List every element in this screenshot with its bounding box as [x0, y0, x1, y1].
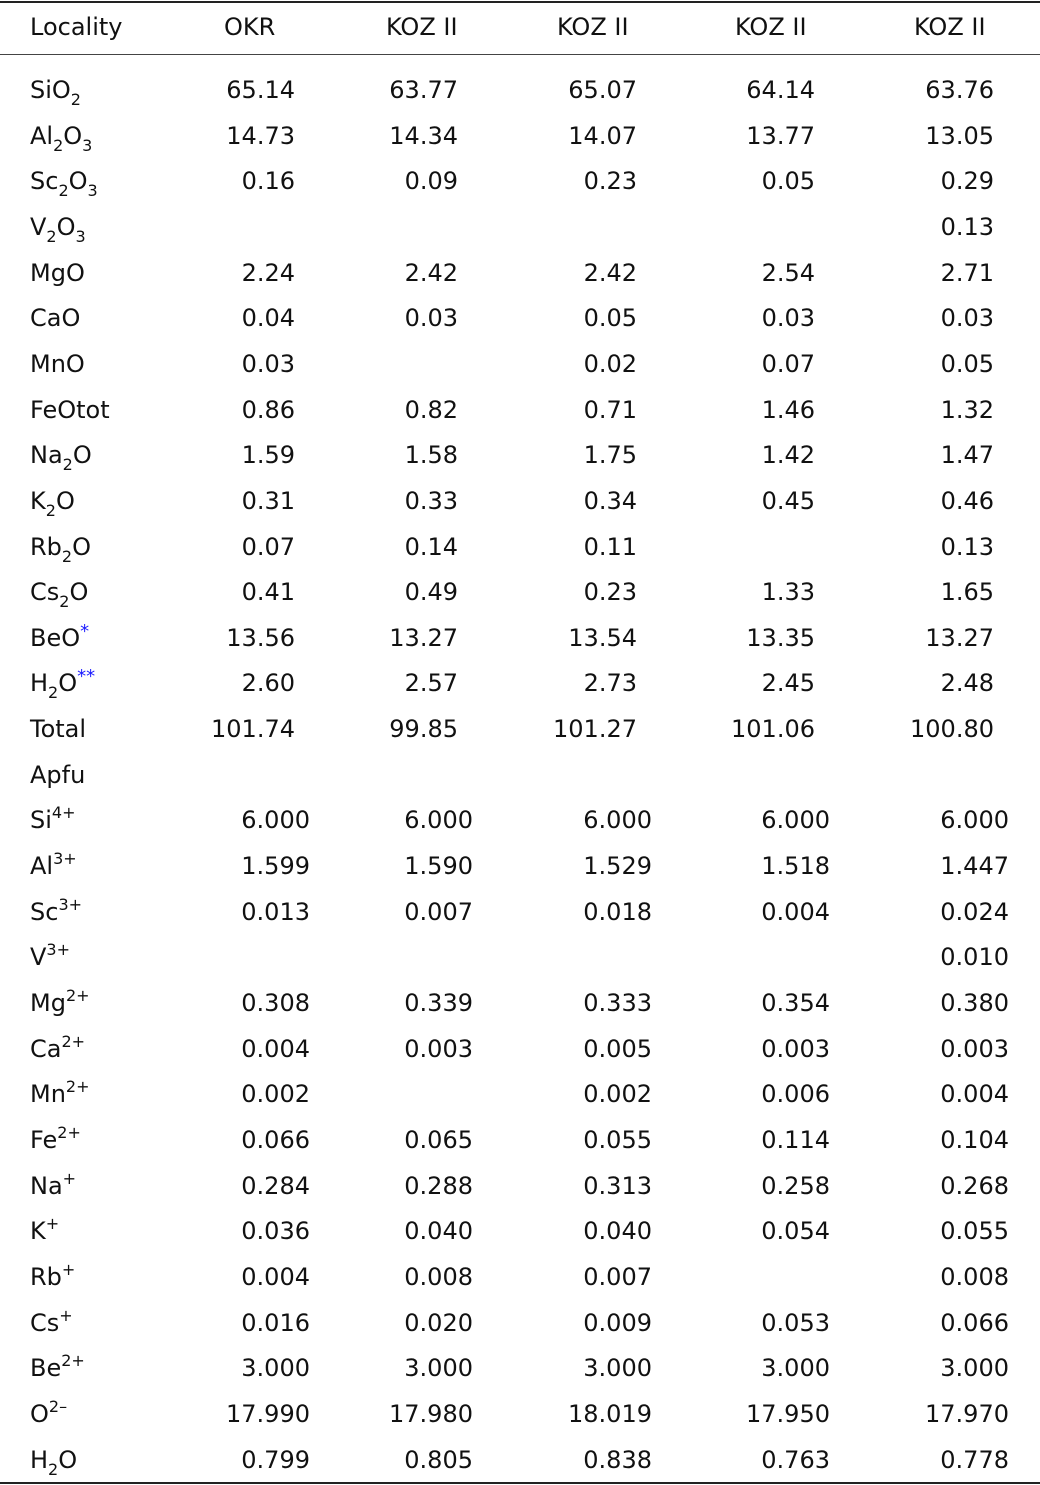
- table-cell: 0.040: [583, 1217, 652, 1246]
- apfu-row: [0, 846, 1040, 886]
- row-label: [30, 161, 98, 201]
- oxide-row: [0, 481, 1040, 521]
- formula-base: H: [30, 1445, 49, 1474]
- row-label: [30, 298, 80, 338]
- table-cell: 2.45: [761, 669, 815, 698]
- formula-tail: O: [58, 669, 78, 698]
- table-cell: 2.42: [404, 258, 458, 287]
- row-label: [30, 390, 110, 430]
- table-cell: 0.29: [940, 167, 994, 196]
- table-cell: 0.007: [583, 1262, 652, 1291]
- formula-subscript: 2: [58, 181, 69, 201]
- formula-base: BeO: [30, 623, 81, 652]
- table-cell: 2.24: [241, 258, 295, 287]
- table-cell: 0.009: [583, 1308, 652, 1337]
- table-cell: 0.333: [583, 989, 652, 1017]
- formula-subscript: 2: [46, 226, 57, 246]
- formula-tail: O: [72, 532, 91, 561]
- table-cell: 1.47: [940, 441, 994, 470]
- table-cell: 0.104: [940, 1125, 1009, 1154]
- charge-superscript: 3+: [46, 940, 71, 960]
- table-cell: 0.313: [583, 1171, 652, 1200]
- formula-subscript: 2: [70, 90, 81, 109]
- table-cell: 65.07: [568, 76, 637, 104]
- table-cell: 0.03: [761, 304, 815, 333]
- table-cell: 1.518: [761, 852, 830, 881]
- table-cell: 1.447: [940, 852, 1009, 881]
- table-cell: 13.27: [925, 623, 994, 652]
- table-cell: 3.000: [583, 1354, 652, 1383]
- formula-subscript: 2: [59, 592, 70, 612]
- formula-tail: O: [69, 578, 89, 607]
- table-cell: 0.040: [404, 1217, 473, 1246]
- table-cell: 17.950: [746, 1399, 830, 1428]
- table-cell: 17.980: [389, 1399, 473, 1428]
- oxide-row: [0, 116, 1040, 156]
- row-label: [30, 800, 76, 840]
- formula-subscript: 2: [48, 683, 59, 703]
- table-cell: 64.14: [746, 76, 815, 104]
- total-row: [0, 709, 1040, 749]
- formula-subscript: 2: [48, 1459, 59, 1479]
- header-locality: Locality: [30, 13, 123, 41]
- row-label: [30, 892, 82, 932]
- table-cell: 0.13: [940, 532, 994, 561]
- table-cell: 1.59: [241, 441, 295, 470]
- table-cell: 3.000: [404, 1354, 473, 1383]
- row-label: [30, 70, 81, 110]
- charge-superscript: 3+: [58, 894, 83, 914]
- table-cell: 6.000: [761, 806, 830, 835]
- formula-base: Mn: [30, 1080, 66, 1109]
- table-cell: 0.13: [940, 212, 994, 241]
- table-cell: 0.007: [404, 897, 473, 926]
- apfu-row: [0, 1211, 1040, 1251]
- formula-base: K: [30, 1217, 46, 1246]
- table-cell: 1.599: [241, 852, 310, 881]
- table-cell: 0.018: [583, 897, 652, 926]
- formula-subscript: 2: [62, 455, 73, 475]
- formula-base: H: [30, 669, 49, 698]
- table-cell: 13.35: [746, 623, 815, 652]
- apfu-row: [0, 1074, 1040, 1114]
- charge-superscript: 2+: [57, 1122, 81, 1142]
- row-label: [30, 983, 90, 1023]
- row-label: [30, 1166, 76, 1206]
- table-cell: 0.763: [761, 1445, 830, 1474]
- table-cell: 2.48: [940, 669, 994, 698]
- row-label: [30, 1348, 85, 1388]
- charge-superscript: +: [61, 1259, 76, 1279]
- table-cell: 2.54: [761, 258, 815, 287]
- oxide-row: [0, 344, 1040, 384]
- table-cell: 0.14: [404, 532, 458, 561]
- table-cell: 6.000: [241, 806, 310, 835]
- oxide-row: [0, 390, 1040, 430]
- charge-superscript: 2+: [61, 1031, 86, 1051]
- table-cell: 0.07: [241, 532, 295, 561]
- table-cell: 0.002: [583, 1080, 652, 1109]
- row-label: [30, 344, 85, 384]
- apfu-row: [0, 937, 1040, 977]
- oxide-row: [0, 207, 1040, 247]
- formula-tail: O: [58, 1445, 78, 1474]
- row-label: [30, 1120, 81, 1160]
- table-cell: 0.004: [241, 1262, 310, 1291]
- charge-superscript: 2+: [61, 1351, 85, 1371]
- table-cell: 6.000: [940, 806, 1009, 835]
- table-cell: 0.006: [761, 1080, 830, 1109]
- table-cell: 0.03: [241, 349, 295, 378]
- apfu-row: [0, 800, 1040, 840]
- table-cell: 17.970: [925, 1399, 1009, 1428]
- row-label: [30, 527, 91, 567]
- table-cell: 2.42: [583, 258, 637, 287]
- table-cell: 0.054: [761, 1217, 830, 1246]
- table-cell: 0.008: [404, 1262, 473, 1291]
- table-cell: 1.33: [761, 578, 815, 607]
- table-cell: 0.003: [761, 1034, 830, 1063]
- charge-superscript: 2+: [65, 986, 90, 1005]
- footnote-marker: **: [77, 666, 96, 688]
- row-label: [30, 435, 92, 475]
- table-cell: 0.838: [583, 1445, 652, 1474]
- apfu-row: [0, 1348, 1040, 1388]
- formula-base: MgO: [30, 258, 85, 287]
- row-label: [30, 1394, 67, 1434]
- table-cell: 6.000: [404, 806, 473, 835]
- table-cell: 101.27: [553, 715, 637, 744]
- formula-subscript: 3: [82, 135, 93, 155]
- table-cell: 0.004: [940, 1080, 1009, 1109]
- table-cell: 63.77: [389, 76, 458, 104]
- table-top-rule: [0, 1, 1040, 3]
- table-cell: 0.23: [583, 167, 637, 196]
- table-cell: 6.000: [583, 806, 652, 835]
- formula-base: K: [30, 486, 46, 515]
- table-cell: 0.016: [241, 1308, 310, 1337]
- table-cell: 0.04: [241, 304, 295, 333]
- table-cell: 0.005: [583, 1034, 652, 1063]
- row-label: [30, 1074, 90, 1114]
- row-label: [30, 1211, 59, 1251]
- formula-base: Sc: [30, 167, 59, 196]
- table-cell: 0.46: [940, 486, 994, 515]
- header-col-5: KOZ II: [914, 13, 986, 41]
- formula-base: V: [30, 212, 47, 241]
- formula-base: Cs: [30, 1308, 60, 1337]
- row-label: [30, 207, 86, 247]
- formula-base: MnO: [30, 349, 85, 378]
- table-cell: 0.778: [940, 1445, 1009, 1474]
- apfu-row: [0, 1303, 1040, 1343]
- formula-tail: O: [72, 441, 92, 470]
- footnote-marker: *: [80, 620, 90, 642]
- table-cell: 0.05: [583, 304, 637, 333]
- row-label: [30, 572, 88, 612]
- formula-base: FeOtot: [30, 395, 110, 424]
- oxide-row: [0, 618, 1040, 658]
- table-cell: 0.065: [404, 1125, 473, 1154]
- table-cell: 0.354: [761, 989, 830, 1017]
- formula-base: O: [30, 1399, 49, 1428]
- table-cell: 0.258: [761, 1171, 830, 1200]
- formula-tail: O: [63, 121, 83, 150]
- charge-superscript: 3+: [53, 849, 77, 869]
- table-cell: 2.57: [404, 669, 458, 698]
- row-label: [30, 481, 75, 521]
- table-cell: 0.053: [761, 1308, 830, 1337]
- table-cell: 0.45: [761, 486, 815, 515]
- table-cell: 17.990: [226, 1399, 310, 1428]
- formula-base: Be: [30, 1354, 62, 1383]
- table-cell: 0.49: [404, 578, 458, 607]
- table-cell: 13.05: [925, 121, 994, 150]
- table-cell: 14.73: [226, 121, 295, 150]
- apfu-row: [0, 983, 1040, 1023]
- apfu-row: [0, 1029, 1040, 1069]
- header-col-1: OKR: [224, 13, 276, 41]
- table-cell: 101.74: [211, 715, 295, 744]
- oxide-row: [0, 70, 1040, 110]
- table-cell: 3.000: [761, 1354, 830, 1383]
- table-cell: 0.799: [241, 1445, 310, 1474]
- row-label: [30, 116, 92, 156]
- apfu-row: [0, 1120, 1040, 1160]
- header-col-4: KOZ II: [735, 13, 807, 41]
- table-cell: 0.86: [241, 395, 295, 424]
- formula-subscript: 3: [75, 226, 86, 246]
- table-cell: 0.03: [404, 304, 458, 333]
- table-cell: 14.34: [389, 121, 458, 150]
- table-cell: 0.066: [940, 1308, 1009, 1337]
- charge-superscript: +: [45, 1214, 60, 1234]
- table-cell: 3.000: [940, 1354, 1009, 1383]
- oxide-row: [0, 253, 1040, 293]
- table-cell: 13.54: [568, 623, 637, 652]
- table-cell: 13.27: [389, 623, 458, 652]
- table-cell: 1.42: [761, 441, 815, 470]
- table-cell: 1.529: [583, 852, 652, 881]
- table-cell: 0.02: [583, 349, 637, 378]
- table-cell: 0.013: [241, 897, 310, 926]
- table-cell: 0.004: [761, 897, 830, 926]
- formula-base: Cs: [30, 578, 60, 607]
- table-cell: 1.46: [761, 395, 815, 424]
- formula-subscript: 2: [61, 546, 73, 566]
- formula-base: Al: [30, 121, 54, 150]
- apfu-row: [0, 1440, 1040, 1480]
- oxide-row: [0, 161, 1040, 201]
- table-cell: 0.33: [404, 486, 458, 515]
- table-cell: 0.268: [940, 1171, 1009, 1200]
- table-cell: 0.284: [241, 1171, 310, 1200]
- oxide-row: [0, 572, 1040, 612]
- table-header-rule: [0, 54, 1040, 55]
- table-cell: 0.055: [940, 1217, 1009, 1246]
- formula-base: Na: [30, 441, 63, 470]
- formula-base: Al: [30, 852, 54, 881]
- table-cell: 0.05: [761, 167, 815, 196]
- table-cell: 18.019: [568, 1399, 652, 1428]
- apfu-row: [0, 892, 1040, 932]
- row-label: [30, 1257, 75, 1297]
- oxide-row: [0, 435, 1040, 475]
- row-label: [30, 618, 89, 658]
- formula-base: Ca: [30, 1034, 62, 1063]
- table-cell: 0.07: [761, 349, 815, 378]
- table-cell: 0.16: [241, 167, 295, 196]
- table-cell: 0.71: [583, 395, 637, 424]
- table-cell: 0.036: [241, 1217, 310, 1246]
- formula-tail: O: [68, 167, 88, 196]
- formula-subscript: 2: [53, 135, 64, 155]
- charge-superscript: 2+: [65, 1077, 90, 1097]
- table-cell: 99.85: [389, 715, 458, 744]
- table-cell: 0.024: [940, 897, 1009, 926]
- table-cell: 0.020: [404, 1308, 473, 1337]
- table-cell: 100.80: [910, 715, 994, 744]
- formula-base: Sc: [30, 897, 59, 926]
- charge-superscript: +: [62, 1168, 77, 1188]
- header-col-3: KOZ II: [557, 13, 629, 41]
- table-cell: 14.07: [568, 121, 637, 150]
- table-cell: 2.73: [583, 669, 637, 698]
- table-cell: 0.288: [404, 1171, 473, 1200]
- formula-subscript: 3: [87, 181, 98, 201]
- apfu-row: [0, 1394, 1040, 1434]
- table-cell: 13.77: [746, 121, 815, 150]
- row-label: [30, 709, 86, 749]
- table-cell: 0.380: [940, 989, 1009, 1017]
- table-cell: 0.308: [241, 989, 310, 1017]
- charge-superscript: +: [59, 1305, 73, 1325]
- table-cell: 0.055: [583, 1125, 652, 1154]
- table-cell: 0.066: [241, 1125, 310, 1154]
- charge-superscript: 2–: [48, 1396, 68, 1416]
- table-cell: 1.58: [404, 441, 458, 470]
- table-cell: 0.004: [241, 1034, 310, 1063]
- table-cell: 63.76: [925, 76, 994, 104]
- table-cell: 0.114: [761, 1125, 830, 1154]
- table-cell: 0.23: [583, 578, 637, 607]
- table-cell: 0.010: [940, 943, 1009, 972]
- formula-base: Rb: [30, 1262, 62, 1291]
- formula-base: Total: [30, 715, 87, 744]
- table-cell: 0.003: [940, 1034, 1009, 1063]
- header-col-2: KOZ II: [386, 13, 458, 41]
- row-label: [30, 253, 85, 293]
- formula-base: V: [30, 943, 47, 972]
- table-cell: 1.65: [940, 578, 994, 607]
- formula-base: Rb: [30, 532, 62, 561]
- table-cell: 2.71: [940, 258, 994, 287]
- apfu-row: [0, 1257, 1040, 1297]
- table-cell: 1.75: [583, 441, 637, 470]
- row-label: [30, 1303, 73, 1343]
- table-cell: 65.14: [226, 76, 295, 104]
- formula-base: Fe: [30, 1125, 58, 1154]
- table-cell: 1.590: [404, 852, 473, 881]
- formula-tail: O: [55, 486, 75, 515]
- formula-base: Si: [30, 806, 52, 835]
- table-cell: 2.60: [241, 669, 295, 698]
- table-cell: 3.000: [241, 1354, 310, 1383]
- table-cell: 0.03: [940, 304, 994, 333]
- table-cell: 0.34: [583, 486, 637, 515]
- row-label: [30, 937, 70, 977]
- row-label: [30, 1029, 85, 1069]
- table-cell: 1.32: [940, 395, 994, 424]
- formula-tail: O: [56, 212, 76, 241]
- apfu-section-label-row: [0, 755, 1040, 795]
- table-cell: 0.82: [404, 395, 458, 424]
- oxide-row: [0, 298, 1040, 338]
- table-cell: 0.05: [940, 349, 994, 378]
- table-cell: 0.41: [241, 578, 295, 607]
- apfu-label: Apfu: [30, 760, 86, 789]
- row-label: [30, 846, 77, 886]
- table-bottom-rule: [0, 1482, 1040, 1484]
- formula-base: CaO: [30, 304, 81, 333]
- apfu-row: [0, 1166, 1040, 1206]
- formula-base: Mg: [30, 989, 66, 1017]
- oxide-row: [0, 663, 1040, 703]
- oxide-row: [0, 527, 1040, 567]
- table-cell: 13.56: [226, 623, 295, 652]
- table-cell: 0.002: [241, 1080, 310, 1109]
- table-cell: 0.09: [404, 167, 458, 196]
- table-cell: 101.06: [731, 715, 815, 744]
- row-label: [30, 1440, 77, 1480]
- table-cell: 0.11: [583, 532, 637, 561]
- charge-superscript: 4+: [51, 803, 76, 823]
- row-label: [30, 663, 95, 703]
- table-cell: 0.31: [241, 486, 295, 515]
- table-cell: 0.003: [404, 1034, 473, 1063]
- table-cell: 0.008: [940, 1262, 1009, 1291]
- formula-subscript: 2: [45, 500, 56, 520]
- table-cell: 0.339: [404, 989, 473, 1017]
- table-cell: 0.805: [404, 1445, 473, 1474]
- formula-base: Na: [30, 1171, 63, 1200]
- formula-base: SiO: [30, 76, 71, 104]
